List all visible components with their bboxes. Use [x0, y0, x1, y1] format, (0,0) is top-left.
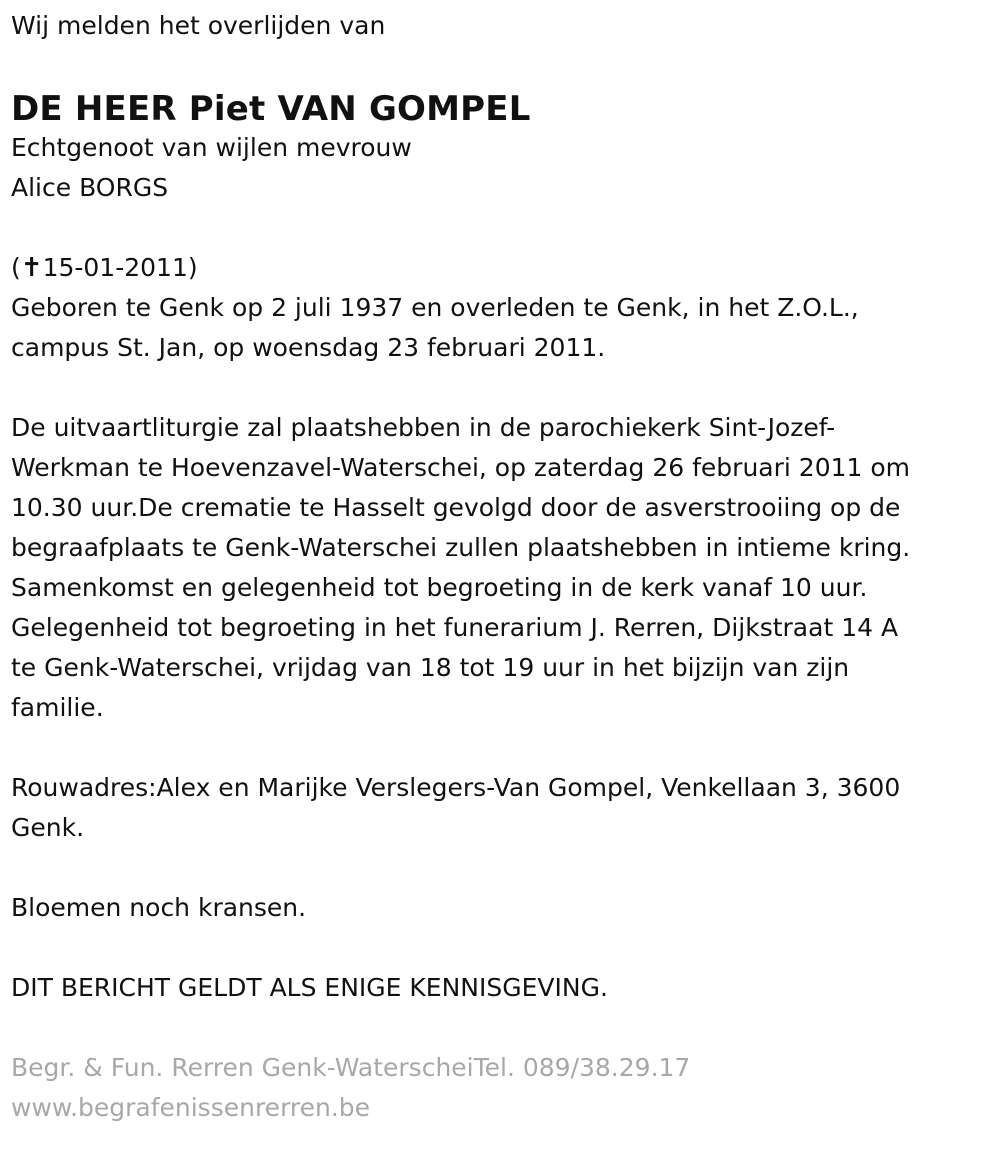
death-paren-close: ) [187, 253, 198, 282]
service-line: te Genk-Waterschei, vrijdag van 18 tot 19 uur in het bijzijn van zijn [11, 653, 850, 682]
address-line: Rouwadres:Alex en Marijke Verslegers-Van Gompel, Venkellaan 3, 3600 [11, 773, 901, 802]
service-line: Samenkomst en gelegenheid tot begroeting in de kerk vanaf 10 uur. [11, 573, 868, 602]
spacer [11, 368, 986, 408]
intro-text: Wij melden het overlijden van [11, 11, 386, 40]
service-line: begraafplaats te Genk-Waterschei zullen plaatshebben in intieme kring. [11, 533, 911, 562]
service-line: 10.30 uur.De crematie te Hasselt gevolgd door de asverstrooiing op de [11, 493, 901, 522]
spacer [11, 728, 986, 768]
death-date: 15-01-2011 [42, 253, 188, 282]
cross-icon: ✝ [20, 253, 43, 283]
address-line: Genk. [11, 813, 85, 842]
service-line: Werkman te Hoevenzavel-Waterschei, op zaterdag 26 februari 2011 om [11, 453, 911, 482]
service-paragraph [11, 408, 986, 728]
service-line: familie. [11, 693, 104, 722]
spacer [11, 848, 986, 888]
spacer [11, 208, 986, 248]
birth-line-1: Geboren te Genk op 2 juli 1937 en overleden te Genk, in het Z.O.L., [11, 293, 859, 322]
obituary-notice [11, 6, 986, 1128]
funeral-home-contact: Begr. & Fun. Rerren Genk-WaterscheiTel. 089/38.29.17 [11, 1053, 691, 1082]
flowers-note: Bloemen noch kransen. [11, 893, 307, 922]
spouse-line-2: Alice BORGS [11, 173, 169, 202]
mourning-address [11, 768, 986, 848]
funeral-home-website[interactable]: www.begrafenissenrerren.be [11, 1093, 371, 1122]
funeral-home-footer [11, 1048, 986, 1128]
death-paren-open: ( [11, 253, 21, 282]
spacer [11, 46, 986, 86]
spouse-line-1: Echtgenoot van wijlen mevrouw [11, 133, 412, 162]
spacer [11, 928, 986, 968]
service-line: De uitvaartliturgie zal plaatshebben in de parochiekerk Sint-Jozef- [11, 413, 836, 442]
birth-line-2: campus St. Jan, op woensdag 23 februari 2011. [11, 333, 606, 362]
official-notice: DIT BERICHT GELDT ALS ENIGE KENNISGEVING. [11, 973, 608, 1002]
service-line: Gelegenheid tot begroeting in het funerarium J. Rerren, Dijkstraat 14 A [11, 613, 899, 642]
deceased-name: DE HEER Piet VAN GOMPEL [11, 89, 531, 129]
death-date-line [11, 248, 986, 288]
spacer [11, 1008, 986, 1048]
